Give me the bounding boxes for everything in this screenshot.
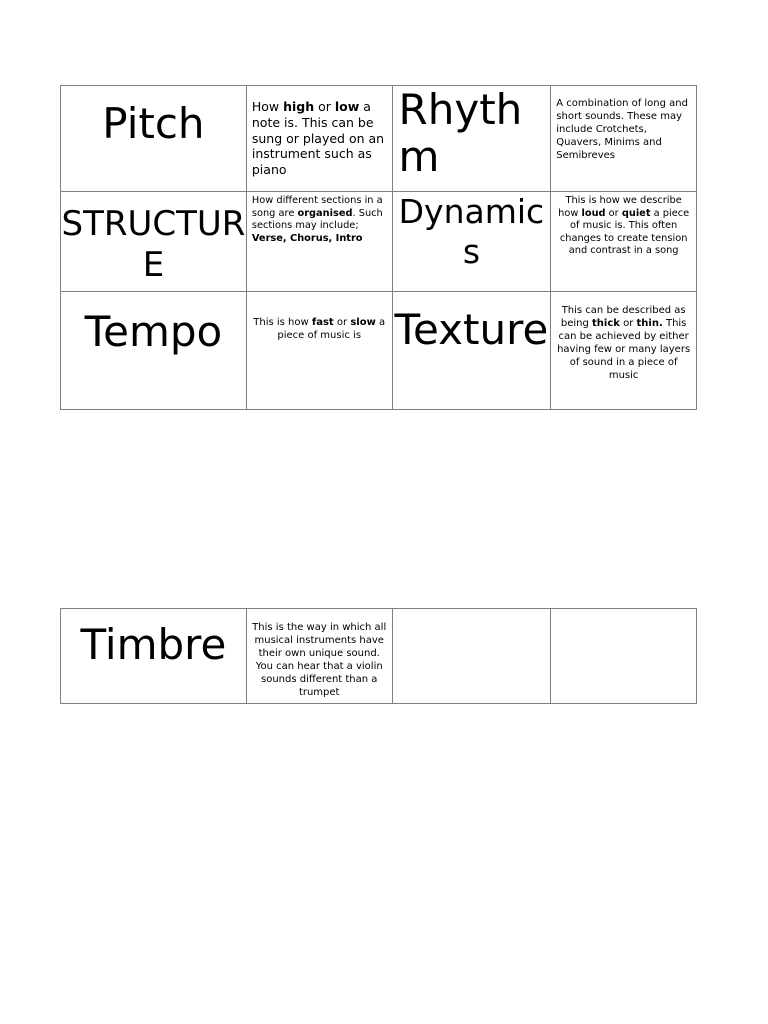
definition-cell <box>246 86 392 192</box>
glossary-grid-bottom <box>60 608 697 704</box>
table-row <box>61 192 697 292</box>
term-dynamics: Dynamics <box>398 192 545 272</box>
table-row <box>61 86 697 192</box>
term-timbre: Timbre <box>80 620 227 669</box>
definition-cell <box>246 292 392 410</box>
glossary-grid <box>60 85 697 410</box>
term-cell <box>392 292 551 410</box>
term-tempo: Tempo <box>84 307 223 356</box>
definition-timbre: This is the way in which all musical instruments have their own unique sound. You can hear that a violin sounds different than a trumpet <box>252 622 387 698</box>
definition-rhythm: A combination of long and short sounds. These may include Crotchets, Quavers, Minims and Semibreves <box>556 98 688 161</box>
table-row <box>61 609 697 704</box>
definition-texture: This can be described as being thick or thin. This can be achieved by either having few or many layers of sound in a piece of music <box>557 305 691 381</box>
term-cell <box>61 86 247 192</box>
definition-cell <box>551 292 697 410</box>
definition-cell <box>246 609 392 704</box>
term-cell <box>61 192 247 292</box>
term-rhythm: Rhythm <box>398 85 523 182</box>
definition-cell <box>551 192 697 292</box>
empty-cell <box>392 609 551 704</box>
term-cell <box>61 292 247 410</box>
empty-cell <box>551 609 697 704</box>
definition-cell <box>246 192 392 292</box>
definition-pitch: How high or low a note is. This can be sung or played on an instrument such as piano <box>251 99 385 177</box>
definition-tempo: This is how fast or slow a piece of music is <box>253 317 386 341</box>
term-cell <box>392 86 551 192</box>
term-cell <box>61 609 247 704</box>
term-texture: Texture <box>394 305 549 354</box>
definition-dynamics: This is how we describe how loud or quiet a piece of music is. This often changes to create tension and contrast in a song <box>558 195 690 257</box>
table-row <box>61 292 697 410</box>
definition-structure: How different sections in a song are organised. Such sections may include; Verse, Chorus, Intro <box>251 195 383 244</box>
term-structure: STRUCTURE <box>61 204 246 286</box>
term-pitch: Pitch <box>102 99 205 148</box>
definition-cell <box>551 86 697 192</box>
term-cell <box>392 192 551 292</box>
